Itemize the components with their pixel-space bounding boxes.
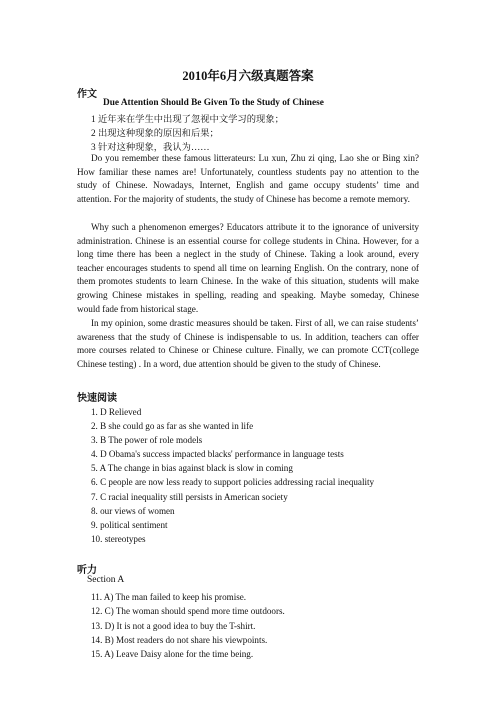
prompt-1: 1 近年来在学生中出现了忽视中文学习的现象； [91, 115, 284, 125]
answer-item: 6. C people are now less ready to support policies addressing racial inequality [91, 477, 375, 488]
answer-item: 1. D Relieved [91, 407, 142, 417]
fast-reading-answers [91, 405, 374, 546]
answer-item: 15. A) Leave Daisy alone for the time being. [91, 649, 254, 660]
section-a-label: Section A [87, 575, 125, 585]
prompt-3: 3 针对这种现象，我认为…… [91, 143, 210, 153]
writing-heading: 作文 [77, 89, 97, 100]
answer-item: 7. C racial inequality still persists in American society [91, 491, 288, 502]
fast-reading-heading: 快速阅读 [77, 393, 117, 404]
answer-item: 12. C) The woman should spend more time outdoors. [91, 606, 285, 617]
listening-heading: 听力 [77, 565, 97, 576]
answer-item: 8. our views of women [91, 505, 175, 516]
answer-item: 11. A) The man failed to keep his promise. [91, 592, 247, 602]
essay-paragraph-2: Why such a phenomenon emerges? Educators attribute it to the ignorance of university administration. Chinese is an essential course for college students in China. However, for a long time there has been a neglect in the study of Chinese. Taking a look around, every teacher encourages students to spend all time on learning English. On the contrary, none of them promotes students to learn Chinese. In the wake of this situation, students will make growing Chinese mistakes in spelling, reading and speaking. Maybe someday, Chinese would fade from historical stage. [77, 222, 419, 314]
essay-title: Due Attention Should Be Given To the Study of Chinese [103, 98, 324, 108]
essay-paragraph-3: In my opinion, some drastic measures should be taken. First of all, we can raise students’ awareness that the study of Chinese is indispensable to us. In addition, teachers can offer more courses related to Chinese or Chinese culture. Finally, we can promote CCT(college Chinese testing) . In a word, due attention should be given to the study of Chinese. [77, 318, 419, 369]
answer-item: 10. stereotypes [91, 533, 146, 544]
listening-answers [91, 590, 285, 661]
answer-item: 9. political sentiment [91, 519, 168, 530]
page-title: 2010年6月六级真题答案 [182, 69, 314, 83]
answer-item: 4. D Obama's success impacted blacks' performance in language tests [91, 449, 344, 460]
essay-paragraph-1: Do you remember these famous litterateurs: Lu xun, Zhu zi qing, Lao she or Bing xin? How familiar these names are! Unfortunately, countless students pay no attention to the study of Chinese. Nowadays, Internet, English and game occupy students’ time and attention. For the majority of students, the study of Chinese has become a remote memory. [77, 153, 419, 204]
answer-item: 3. B The power of role models [91, 435, 203, 446]
answer-item: 5. A The change in bias against black is slow in coming [91, 463, 293, 474]
answer-item: 2. B she could go as far as she wanted in life [91, 421, 254, 432]
answer-item: 14. B) Most readers do not share his viewpoints. [91, 634, 268, 645]
prompt-2: 2 出现这种现象的原因和后果； [91, 129, 219, 139]
answer-item: 13. D) It is not a good idea to buy the T-shirt. [91, 620, 256, 631]
